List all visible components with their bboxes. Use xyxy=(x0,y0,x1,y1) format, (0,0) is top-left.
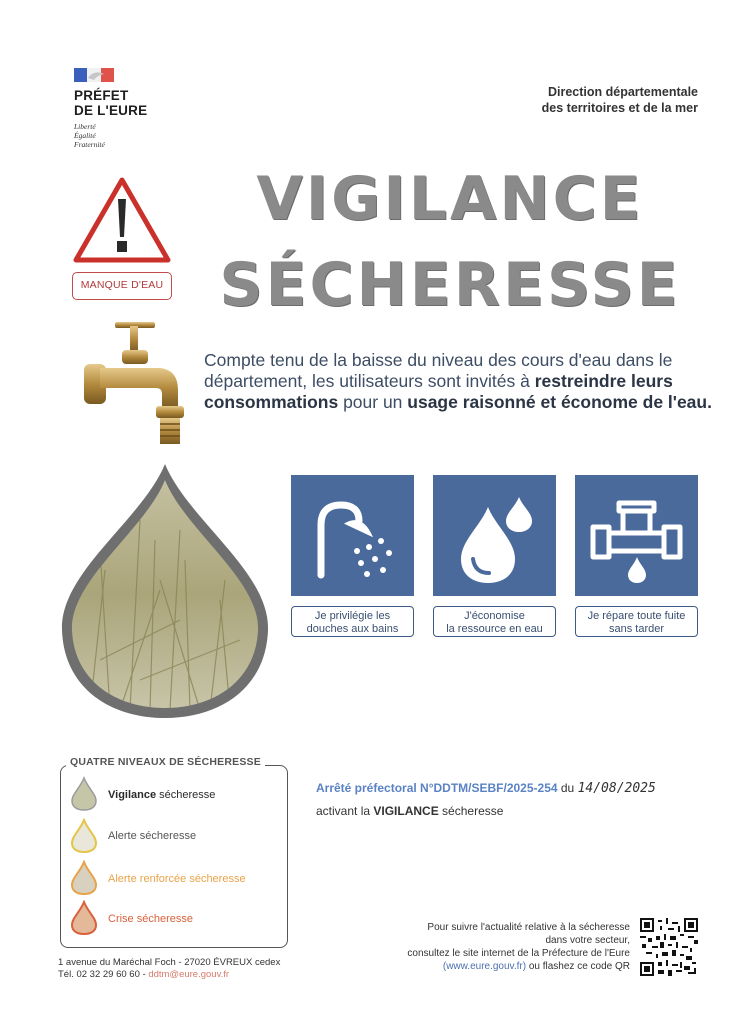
action-caption-leak xyxy=(575,606,698,637)
manque-eau-badge: MANQUE D'EAU xyxy=(72,272,172,300)
arrete-activation xyxy=(316,804,503,818)
action-caption-shower-line1: Je privilégie les xyxy=(314,610,391,622)
follow-block xyxy=(370,921,630,973)
action-caption-water-line1: J'économise xyxy=(464,610,525,622)
follow-line1: Pour suivre l'actualité relative à la sécheresse xyxy=(427,922,630,933)
crise-drop-icon xyxy=(70,900,98,936)
contact-line xyxy=(58,969,280,981)
legend-level-alerte-rest: sécheresse xyxy=(136,830,197,842)
ddtm-line2: des territoires et de la mer xyxy=(541,101,698,115)
ddtm-label xyxy=(542,84,698,116)
intro-text xyxy=(204,350,714,413)
legend-level-alerte xyxy=(108,829,196,843)
address-block xyxy=(58,957,280,981)
water-drops-icon xyxy=(433,475,556,596)
devise-egalite: Égalité xyxy=(74,131,96,140)
qr-code[interactable] xyxy=(640,918,698,976)
faucet-icon xyxy=(70,318,190,453)
prefet-line2: DE L'EURE xyxy=(74,103,148,118)
arrete-activation-suffix: sécheresse xyxy=(438,804,504,818)
arrete-activation-prefix: activant la xyxy=(316,804,374,818)
legend-level-crise-bold: Crise xyxy=(108,913,134,925)
intro-bold2: usage raisonné et économe de l'eau. xyxy=(407,392,712,412)
legend-level-alerte-renforcee-rest: sécheresse xyxy=(186,873,246,885)
devise-liberte: Liberté xyxy=(74,122,96,131)
marianne-logo xyxy=(74,68,114,82)
phone-number: Tél. 02 32 29 60 60 - xyxy=(58,969,149,980)
action-caption-leak-line1: Je répare toute fuite xyxy=(587,610,686,622)
action-caption-shower-line2: douches aux bains xyxy=(306,623,399,635)
action-tile-leak xyxy=(575,475,698,596)
intro-part2: pour un xyxy=(338,392,408,412)
devise-fraternite: Fraternité xyxy=(74,140,105,149)
address-line: 1 avenue du Maréchal Foch - 27020 ÉVREUX cedex xyxy=(58,957,281,968)
intro-part1: Compte tenu de la baisse du niveau des cours d'eau dans le département, les utilisateurs sont invités à xyxy=(204,350,673,391)
action-caption-shower xyxy=(291,606,414,637)
follow-line4 xyxy=(370,960,630,973)
leaking-pipe-icon xyxy=(575,475,698,596)
prefet-label xyxy=(74,88,147,118)
action-tile-water xyxy=(433,475,556,596)
action-caption-water xyxy=(433,606,556,637)
legend-title: QUATRE NIVEAUX DE SÉCHERESSE xyxy=(66,756,265,768)
arrete-activation-bold: VIGILANCE xyxy=(373,804,439,818)
ddtm-line1: Direction départementale xyxy=(547,85,698,99)
legend-level-vigilance-bold: Vigilance xyxy=(108,789,157,801)
prefet-line1: PRÉFET xyxy=(74,88,129,103)
title-vigilance: VIGILANCE xyxy=(256,164,644,234)
alerte-renforcee-drop-icon xyxy=(70,860,98,896)
arrete-line xyxy=(316,780,696,797)
warning-icon xyxy=(72,175,172,265)
action-caption-leak-line2: sans tarder xyxy=(608,623,665,635)
action-tile-shower xyxy=(291,475,414,596)
shower-icon xyxy=(291,475,414,596)
legend-level-crise-rest: sécheresse xyxy=(133,913,193,925)
follow-line2: dans votre secteur, xyxy=(545,935,630,946)
arrete-du: du xyxy=(557,781,578,795)
legend-level-alerte-bold: Alerte xyxy=(108,830,137,842)
follow-line3: consultez le site internet de la Préfecture de l'Eure xyxy=(407,948,630,959)
legend-level-crise xyxy=(108,912,193,926)
follow-line4-suffix: ou flashez ce code QR xyxy=(526,961,630,972)
arrete-date: 14/08/2025 xyxy=(577,781,656,796)
intro-bold1: restreindre leurs consommations xyxy=(204,371,673,412)
legend-level-alerte-renforcee xyxy=(108,872,246,886)
email-link[interactable]: ddtm@eure.gouv.fr xyxy=(148,969,230,980)
dry-grass-drop-icon xyxy=(60,460,270,720)
vigilance-drop-icon xyxy=(70,776,98,812)
alerte-drop-icon xyxy=(70,818,98,854)
action-caption-water-line2: la ressource en eau xyxy=(446,623,543,635)
arrete-number: Arrêté préfectoral N°DDTM/SEBF/2025-254 xyxy=(316,781,558,795)
legend-level-alerte-renforcee-bold: Alerte renforcée xyxy=(108,873,187,885)
devise xyxy=(74,122,105,149)
legend-level-vigilance xyxy=(108,788,215,802)
prefecture-website-link[interactable]: (www.eure.gouv.fr) xyxy=(442,961,527,972)
title-secheresse: SÉCHERESSE xyxy=(219,250,681,320)
legend-level-vigilance-rest: sécheresse xyxy=(156,789,216,801)
